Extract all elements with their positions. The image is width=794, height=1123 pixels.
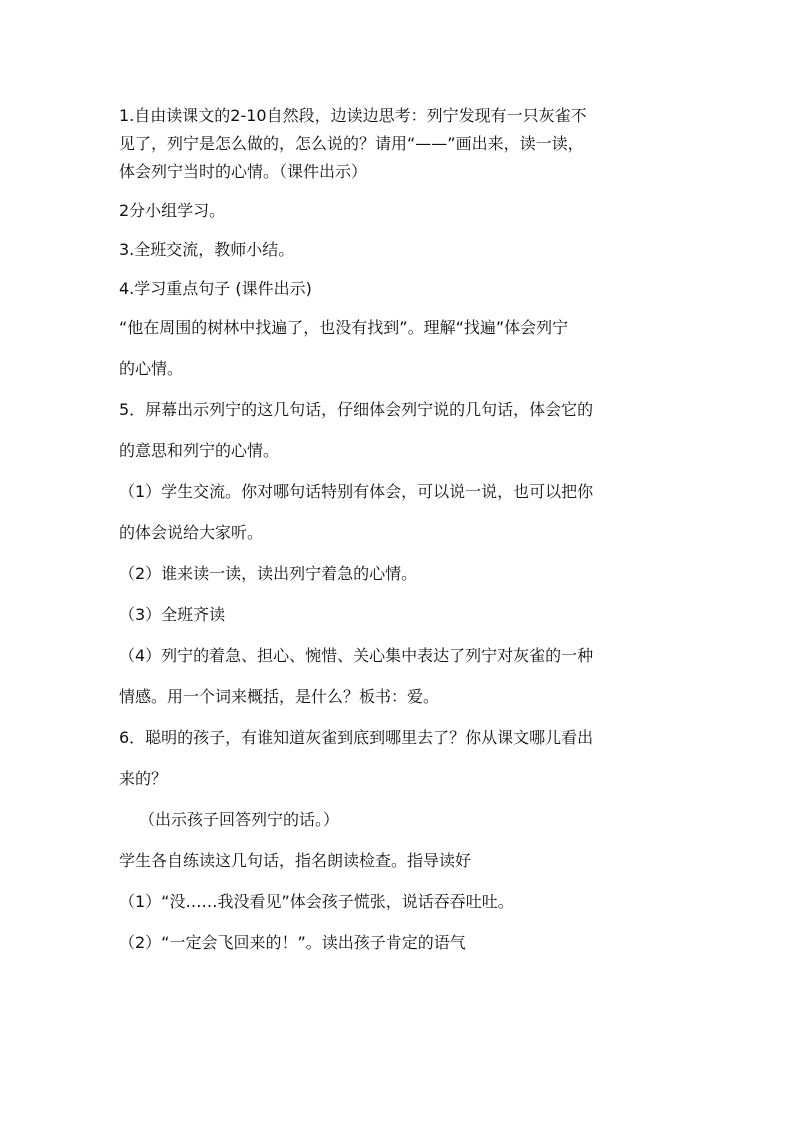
paragraph-step-1 [119, 102, 679, 186]
text-line: 学生各自练读这几句话，指名朗读检查。指导读好 [119, 851, 472, 870]
text-line: 体会列宁当时的心情。（课件出示） [119, 162, 368, 181]
paragraph-sub-4 [119, 642, 679, 711]
text-line: （4）列宁的着急、担心、惋惜、关心集中表达了列宁对灰雀的一种 [119, 646, 594, 665]
paragraph-child-answer [119, 806, 679, 834]
text-line: 4.学习重点句子 (课件出示) [119, 279, 312, 298]
document-body [119, 102, 679, 957]
text-line: （2）谁来读一读，读出列宁着急的心情。 [119, 564, 418, 583]
paragraph-key-sentence [119, 314, 679, 383]
text-line: 1.自由读课文的2-10自然段，边读边思考：列宁发现有一只灰雀不 [119, 106, 587, 125]
paragraph-step-6 [119, 724, 679, 793]
text-line: 的体会说给大家听。 [119, 523, 264, 542]
text-line: （出示孩子回答列宁的话。） [139, 810, 340, 829]
text-line: 见了，列宁是怎么做的，怎么说的？请用“——”画出来，读一读， [119, 134, 584, 153]
text-line: “他在周围的树林中找遍了，也没有找到”。理解“找遍”体会列宁 [119, 318, 569, 337]
paragraph-sub-3 [119, 601, 679, 629]
paragraph-sub-1 [119, 478, 679, 547]
text-line: （2）“一定会飞回来的！”。读出孩子肯定的语气 [119, 933, 466, 952]
paragraph-practice-reading [119, 847, 679, 875]
paragraph-sub-2 [119, 560, 679, 588]
paragraph-reading-2 [119, 929, 679, 957]
text-line: 的心情。 [119, 359, 184, 378]
text-line: 的意思和列宁的心情。 [119, 441, 280, 460]
text-line: 6．聪明的孩子，有谁知道灰雀到底到哪里去了？你从课文哪儿看出 [119, 728, 594, 747]
paragraph-reading-1 [119, 888, 679, 916]
text-line: 5．屏幕出示列宁的这几句话，仔细体会列宁说的几句话，体会它的 [119, 400, 594, 419]
paragraph-step-4 [119, 275, 679, 303]
text-line: 情感。用一个词来概括，是什么？板书：爱。 [119, 687, 440, 706]
text-line: （1）学生交流。你对哪句话特别有体会，可以说一说，也可以把你 [119, 482, 594, 501]
text-line: 来的？ [119, 769, 168, 788]
text-line: 2分小组学习。 [119, 201, 226, 220]
text-line: 3.全班交流，教师小结。 [119, 240, 295, 259]
paragraph-step-3 [119, 236, 679, 264]
text-line: （3）全班齐读 [119, 605, 226, 624]
paragraph-step-2 [119, 197, 679, 225]
text-line: （1）“没……我没看见”体会孩子慌张，说话吞吞吐吐。 [119, 892, 514, 911]
paragraph-step-5 [119, 396, 679, 465]
